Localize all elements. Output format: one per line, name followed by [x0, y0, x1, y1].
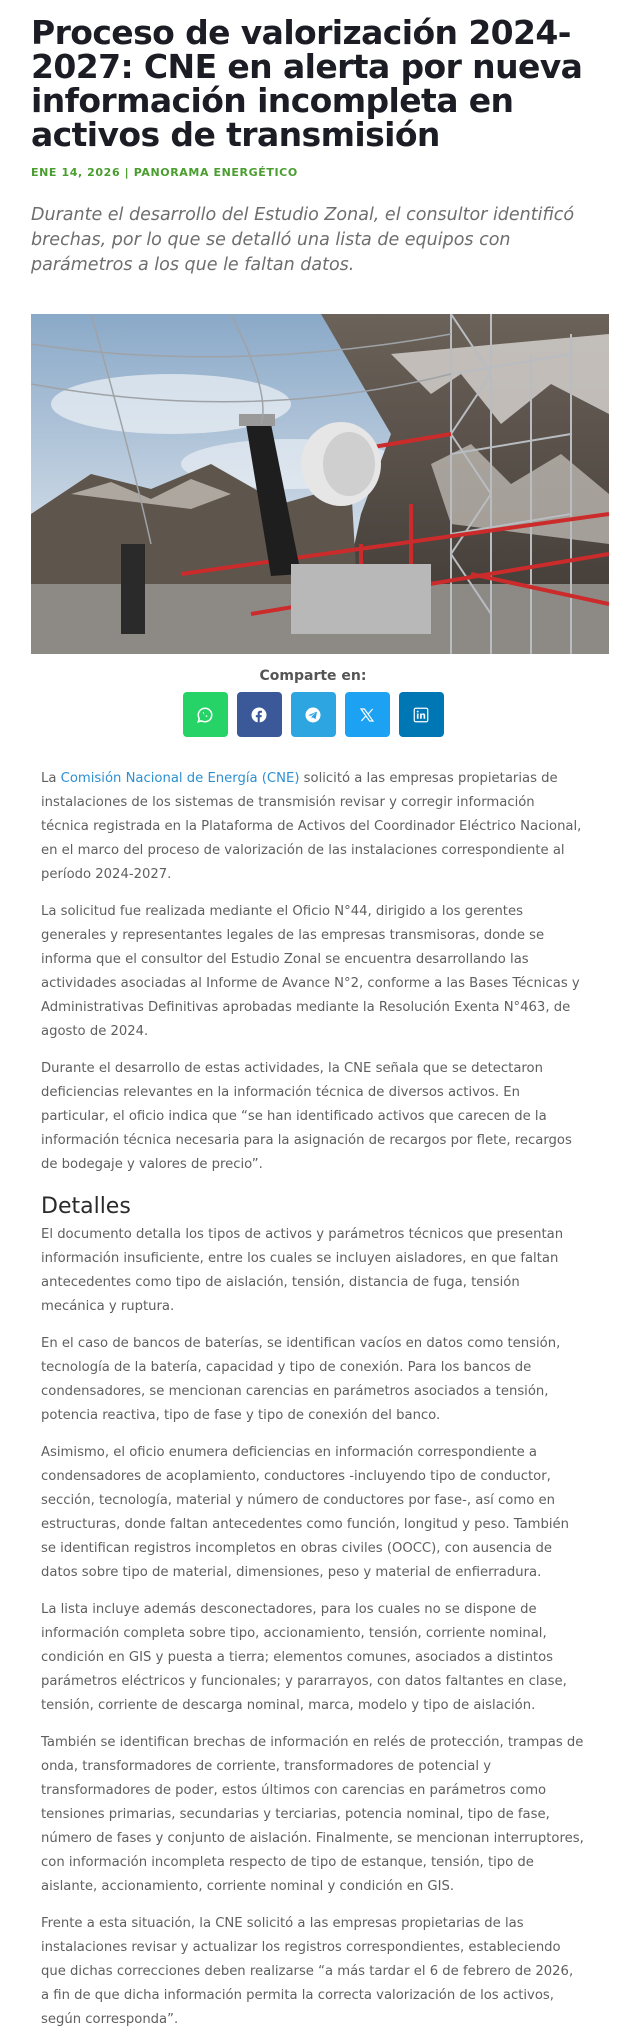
share-facebook-button[interactable]: [237, 692, 282, 737]
share-x-button[interactable]: [345, 692, 390, 737]
paragraph-1-suffix: solicitó a las empresas propietarias de instalaciones de los sistemas de transmisión revisar y corregir información técnica registrada en la Plataforma de Activos del Coordinador Eléctrico Nacional, en el marco del proceso de valorización de las instalaciones correspondiente al período 2024-2027.: [41, 771, 582, 882]
paragraph-7: La lista incluye además desconectadores, para los cuales no se dispone de información completa sobre tipo, accionamiento, tensión, corriente nominal, condición en GIS y puesta a tierra; elementos comunes, asociados a distintos parámetros eléctricos y funcionales; y pararrayos, con datos faltantes en clase, tensión, corriente de descarga nominal, marca, modelo y tipo de aislación.: [41, 1602, 567, 1713]
article-category[interactable]: PANORAMA ENERGÉTICO: [133, 166, 298, 179]
paragraph-2: La solicitud fue realizada mediante el Oficio N°44, dirigido a los gerentes generales y representantes legales de las empresas transmisoras, donde se informa que el consultor del Estudio Zonal se encuentra desarrollando las actividades asociadas al Informe de Avance N°2, conforme a las Bases Técnicas y Administrativas Definitivas aprobadas mediante la Resolución Exenta N°463, de agosto de 2024.: [41, 904, 580, 1039]
telegram-icon: [304, 706, 322, 724]
paragraph-4: El documento detalla los tipos de activos y parámetros técnicos que presentan información insuficiente, entre los cuales se incluyen aisladores, en que faltan antecedentes como tipo de aislación, tensión, distancia de fuga, tensión mecánica y ruptura.: [41, 1227, 564, 1314]
paragraph-9: Frente a esta situación, la CNE solicitó a las empresas propietarias de las instalaciones revisar y actualizar los registros correspondientes, estableciendo que dichas correcciones deben realizarse “a más tardar el 6 de febrero de 2026, a fin de que dicha información permita la correcta valorización de los activos, según corresponda”.: [41, 1916, 574, 2027]
article-meta: [31, 166, 595, 179]
section-heading-detalles: Detalles: [41, 1194, 131, 1219]
share-buttons: [31, 692, 595, 737]
article-lead: Durante el desarrollo del Estudio Zonal, el consultor identificó brechas, por lo que se detalló una lista de equipos con parámetros a los que le faltan datos.: [31, 205, 575, 275]
meta-separator: |: [124, 166, 130, 179]
share-linkedin-button[interactable]: [399, 692, 444, 737]
paragraph-8: También se identifican brechas de información en relés de protección, trampas de onda, transformadores de corriente, transformadores de potencial y transformadores de poder, estos últimos con carencias en parámetros como tensiones primarias, secundarias y terciarias, potencia nominal, tipo de fase, número de fases y conjunto de aislación. Finalmente, se mencionan interruptores, con información incompleta respecto de tipo de estanque, tensión, tipo de aislante, accionamiento, corriente nominal y condición en GIS.: [41, 1735, 584, 1894]
article-date: ENE 14, 2026: [31, 166, 121, 179]
share-telegram-button[interactable]: [291, 692, 336, 737]
x-icon: [358, 706, 376, 724]
hero-image-substation: [31, 314, 609, 654]
paragraph-1-prefix: La: [41, 771, 61, 786]
article: [0, 14, 626, 2032]
article-body: [31, 767, 595, 2032]
cne-link[interactable]: Comisión Nacional de Energía (CNE): [60, 771, 300, 786]
share-label: Comparte en:: [259, 668, 367, 684]
paragraph-1: [41, 767, 585, 887]
share-section: [31, 668, 595, 737]
paragraph-3: Durante el desarrollo de estas actividades, la CNE señala que se detectaron deficiencias relevantes en la información técnica de diversos activos. En particular, el oficio indica que “se han identificado activos que carecen de la información técnica necesaria para la asignación de recargos por flete, recargos de bodegaje y valores de precio”.: [41, 1061, 572, 1172]
paragraph-6: Asimismo, el oficio enumera deficiencias en información correspondiente a condensadores de acoplamiento, conductores -incluyendo tipo de conductor, sección, tecnología, material y número de conductores por fase-, así como en estructuras, donde faltan antecedentes como función, longitud y peso. También se identifican registros incompletos en obras civiles (OOCC), con ausencia de datos sobre tipo de material, dimensiones, peso y material de enfierradura.: [41, 1445, 570, 1580]
whatsapp-icon: [196, 706, 214, 724]
paragraph-5: En el caso de bancos de baterías, se identifican vacíos en datos como tensión, tecnología de la batería, capacidad y tipo de conexión. Para los bancos de condensadores, se mencionan carencias en parámetros asociados a tensión, potencia reactiva, tipo de fase y tipo de conexión del banco.: [41, 1336, 561, 1423]
article-title: Proceso de valorización 2024-2027: CNE en alerta por nueva información incompleta en activos de transmisión: [31, 13, 583, 154]
linkedin-icon: [412, 706, 430, 724]
share-whatsapp-button[interactable]: [183, 692, 228, 737]
facebook-icon: [250, 706, 268, 724]
